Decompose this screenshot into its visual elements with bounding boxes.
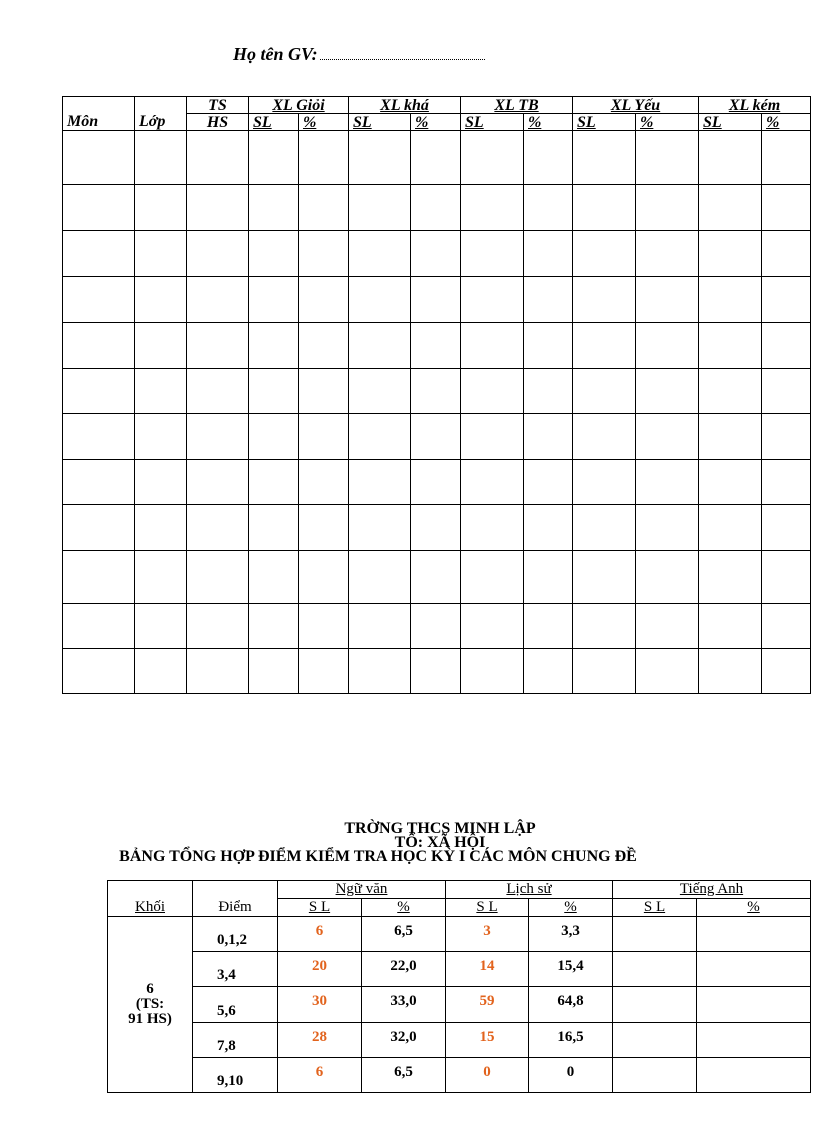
group-kha: XL khá xyxy=(349,97,461,114)
team-name: TỔ: XÃ HỘI xyxy=(394,834,486,851)
nv-sl-cell: 20 xyxy=(278,952,362,987)
school-name: TRỜNG THCS MINH LẬP xyxy=(344,820,536,837)
nv-sl-cell: 30 xyxy=(278,987,362,1022)
table-row xyxy=(108,1022,811,1057)
ls-sl-cell: 15 xyxy=(446,1022,529,1057)
sub-pct: % xyxy=(362,899,446,917)
report-title: BẢNG TỔNG HỢP ĐIỂM KIỂM TRA HỌC KỲ I CÁC MÔN CHUNG ĐỀ xyxy=(119,848,637,865)
ta-pct-cell xyxy=(697,1057,811,1092)
khoi-grade: 6 xyxy=(146,981,154,997)
col-diem: Điểm xyxy=(193,881,278,917)
col-hs: HS xyxy=(187,114,249,131)
nv-sl-cell: 6 xyxy=(278,917,362,952)
table-row xyxy=(63,368,811,413)
score-summary-table xyxy=(107,880,811,1093)
sub-sl: SL xyxy=(349,114,411,131)
ta-pct-cell xyxy=(697,917,811,952)
teacher-name-blank xyxy=(320,45,485,60)
sub-pct: % xyxy=(299,114,349,131)
table-row xyxy=(63,551,811,603)
ls-sl-cell: 14 xyxy=(446,952,529,987)
khoi-ts-count: 91 HS) xyxy=(128,1011,172,1027)
sub-pct: % xyxy=(762,114,811,131)
group-yeu: XL Yếu xyxy=(573,97,699,114)
ls-sl-cell: 0 xyxy=(446,1057,529,1092)
table-row xyxy=(108,952,811,987)
table-row xyxy=(108,1057,811,1092)
ls-pct-cell: 64,8 xyxy=(529,987,613,1022)
table-row xyxy=(108,987,811,1022)
table-row xyxy=(63,276,811,322)
sub-pct: % xyxy=(529,899,613,917)
ta-pct-cell xyxy=(697,987,811,1022)
khoi-ts-label: (TS: xyxy=(135,996,165,1012)
col-ts: TS xyxy=(187,97,249,114)
diem-cell: 9,10 xyxy=(193,1057,278,1092)
nv-pct-cell: 32,0 xyxy=(362,1022,446,1057)
diem-cell: 5,6 xyxy=(193,987,278,1022)
sub-sl: SL xyxy=(699,114,762,131)
sub-pct: % xyxy=(411,114,461,131)
sub-sl: S L xyxy=(278,899,362,917)
report-titles xyxy=(0,822,816,864)
subject-lich-su: Lịch sử xyxy=(446,881,613,899)
ta-sl-cell xyxy=(613,917,697,952)
table-row xyxy=(63,603,811,648)
ls-sl-cell: 59 xyxy=(446,987,529,1022)
teacher-name-label: Họ tên GV: xyxy=(233,44,318,64)
table-row xyxy=(63,648,811,693)
nv-pct-cell: 6,5 xyxy=(362,1057,446,1092)
sub-sl: SL xyxy=(461,114,524,131)
ta-pct-cell xyxy=(697,1022,811,1057)
table-row xyxy=(108,917,811,952)
table-row xyxy=(63,231,811,276)
table-row xyxy=(63,505,811,551)
subject-ngu-van: Ngữ văn xyxy=(278,881,446,899)
sub-sl: S L xyxy=(613,899,697,917)
nv-pct-cell: 33,0 xyxy=(362,987,446,1022)
col-khoi: Khối xyxy=(108,881,193,917)
khoi-cell xyxy=(108,917,193,1093)
nv-pct-cell: 22,0 xyxy=(362,952,446,987)
subject-tieng-anh: Tiếng Anh xyxy=(613,881,811,899)
sub-sl: SL xyxy=(573,114,636,131)
ta-sl-cell xyxy=(613,1057,697,1092)
table-row xyxy=(63,185,811,231)
col-lop: Lớp xyxy=(135,97,187,131)
group-kem: XL kém xyxy=(699,97,811,114)
nv-sl-cell: 6 xyxy=(278,1057,362,1092)
nv-pct-cell: 6,5 xyxy=(362,917,446,952)
diem-cell: 0,1,2 xyxy=(193,917,278,952)
teacher-grade-table xyxy=(62,96,811,694)
group-tb: XL TB xyxy=(461,97,573,114)
sub-pct: % xyxy=(636,114,699,131)
teacher-name-line xyxy=(233,44,485,65)
diem-cell: 3,4 xyxy=(193,952,278,987)
nv-sl-cell: 28 xyxy=(278,1022,362,1057)
table-row xyxy=(63,131,811,185)
sub-pct: % xyxy=(524,114,573,131)
ta-sl-cell xyxy=(613,987,697,1022)
diem-cell: 7,8 xyxy=(193,1022,278,1057)
ls-pct-cell: 3,3 xyxy=(529,917,613,952)
ls-sl-cell: 3 xyxy=(446,917,529,952)
ls-pct-cell: 0 xyxy=(529,1057,613,1092)
table-row xyxy=(63,322,811,368)
ls-pct-cell: 15,4 xyxy=(529,952,613,987)
col-mon: Môn xyxy=(63,97,135,131)
table-row xyxy=(63,460,811,505)
sub-sl: SL xyxy=(249,114,299,131)
ta-sl-cell xyxy=(613,1022,697,1057)
ta-pct-cell xyxy=(697,952,811,987)
table-row xyxy=(63,413,811,459)
sub-sl: S L xyxy=(446,899,529,917)
group-gioi: XL Giỏi xyxy=(249,97,349,114)
ls-pct-cell: 16,5 xyxy=(529,1022,613,1057)
ta-sl-cell xyxy=(613,952,697,987)
sub-pct: % xyxy=(697,899,811,917)
